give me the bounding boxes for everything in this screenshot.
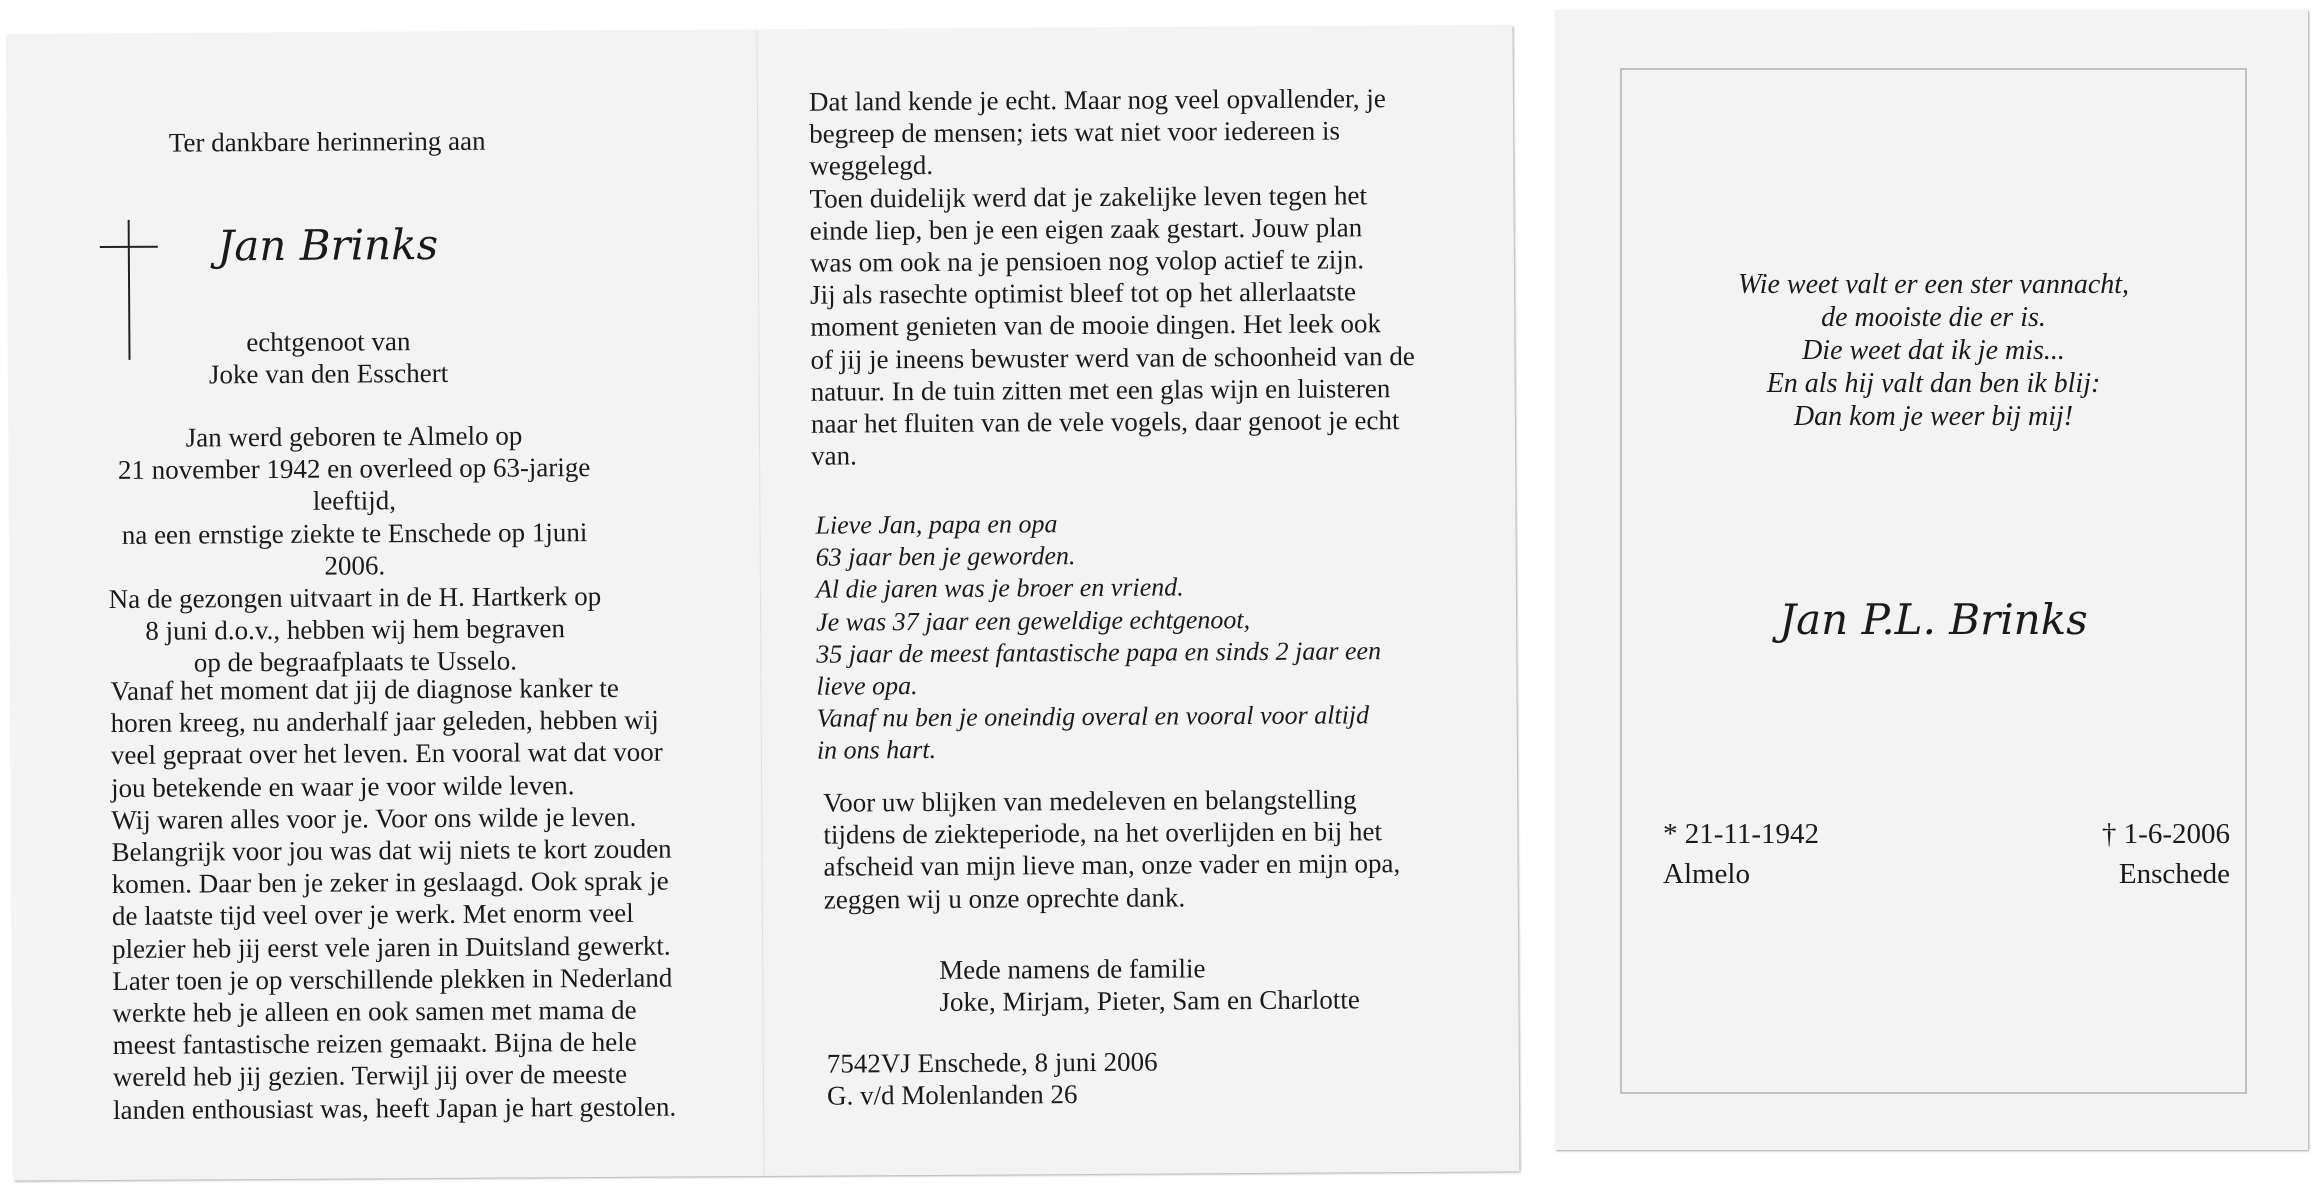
thanks-text: Voor uw blijken van medeleven en belangstelling tijdens de ziekteperiode, na het overlijden en bij het afscheid van mijn lieve man, onze vader en mijn opa, zeggen wij u onze oprechte dank. <box>823 784 1401 915</box>
born-date: * 21-11-1942 <box>1663 818 1819 850</box>
birth-death-text: Jan werd geboren te Almelo op 21 november 1942 en overleed op 63-jarige leeftijd, na een ernstige ziekte te Enschede op 1juni 2006. Na de gezongen uitvaart in de H. Hartkerk op 8 juni d.o.v., hebben wij hem begraven op de begraafplaats te Usselo. <box>108 420 602 678</box>
born-place: Almelo <box>1663 858 1750 890</box>
poem-text: Lieve Jan, papa en opa 63 jaar ben je geworden. Al die jaren was je broer en vriend. Je was 37 jaar een geweldige echtgenoot, 35 jaar de meest fantastische papa en sinds 2 jaar een lieve opa. Vanaf nu ben je oneindig overal en vooral voor altijd in ons hart. <box>815 509 1382 766</box>
card-fold-line <box>756 30 764 1176</box>
story-text: Vanaf het moment dat jij de diagnose kanker te horen kreeg, nu anderhalf jaar geleden, hebben wij veel gepraat over het leven. En vooral wat dat voor jou betekende en waar je voor wilde leven. Wij waren alles voor je. Voor ons wilde je leven. Belangrijk voor jou was dat wij niets te kort zouden komen. Daar ben je zeker in geslaagd. Ook sprak je de laatste tijd veel over je werk. Met enorm veel plezier heb jij eerst vele jaren in Duitsland gewerkt. Later toen je op verschillende plekken in Nederland werkte heb je alleen en ook samen met mama de meest fantastische reizen gemaakt. Bijna de hele wereld heb jij gezien. Terwijl jij over de meeste landen enthousiast was, heeft Japan je hart gestolen. <box>110 672 677 1125</box>
story-continued-text: Dat land kende je echt. Maar nog veel opvallender, je begreep de mensen; iets wat niet voor iedereen is weggelegd. Toen duidelijk werd dat je zakelijke leven tegen het einde liep, ben je een eigen zaak gestart. Jouw plan was om ook na je pensioen nog volop actief te zijn. Jij als rasechte optimist bleef tot op het allerlaatste moment genieten van de mooie dingen. Het leek ook of jij je ineens bewuster werd van de schoonheid van de natuur. In de tuin zitten met een glas wijn en luisteren naar het fluiten van de vele vogels, daar genoot je echt van. <box>808 83 1415 471</box>
died-place: Enschede <box>2118 858 2230 890</box>
intro-text: Ter dankbare herinnering aan <box>168 125 486 158</box>
address-text: 7542VJ Enschede, 8 juni 2006 G. v/d Molenlanden 26 <box>826 1046 1158 1111</box>
spouse-text: echtgenoot van Joke van den Esschert <box>208 326 449 390</box>
cover-full-name: Jan P.L. Brinks <box>1779 595 2088 644</box>
cover-frame <box>1620 68 2247 1094</box>
family-signature: Mede namens de familie Joke, Mirjam, Pieter, Sam en Charlotte <box>939 953 1360 1018</box>
memorial-card-cover <box>1555 10 2308 1150</box>
died-date: † 1-6-2006 <box>2101 818 2230 850</box>
memorial-card-inside <box>7 25 1520 1180</box>
deceased-name: Jan Brinks <box>217 219 439 271</box>
cover-verse: Wie weet valt er een ster vannacht, de mooiste die er is. Die weet dat ik je mis... En als hij valt dan ben ik blij: Dan kom je weer bij mij! <box>1737 269 2130 432</box>
